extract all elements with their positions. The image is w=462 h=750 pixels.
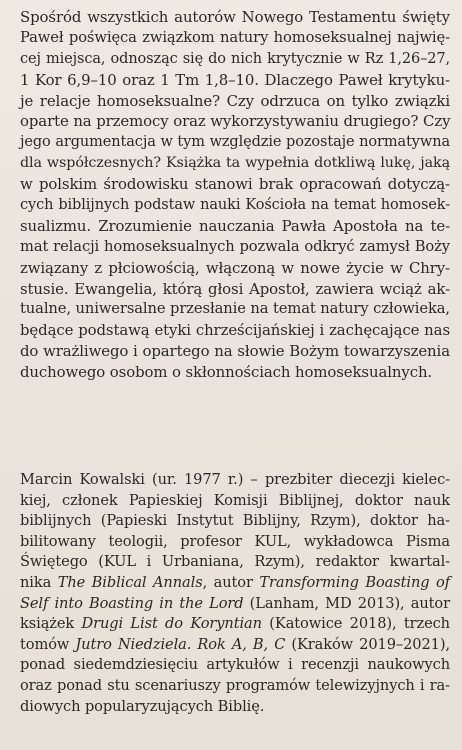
description-line: je relacje homoseksualne? Czy odrzuca on tylko związki	[20, 91, 450, 110]
description-line: jego argumentacja w tym względzie pozostaje normatywna	[20, 134, 450, 151]
bio-line: kiej, członek Papieskiej Komisji Biblijnej, doktor nauk	[20, 491, 450, 509]
bio-line: Marcin Kowalski (ur. 1977 r.) – prezbiter diecezji kielec-	[20, 471, 450, 488]
author-bio	[20, 470, 450, 717]
description-line: tualne, uniwersalne przesłanie na temat natury człowieka,	[20, 300, 450, 318]
description-line: 1 Kor 6,9–10 oraz 1 Tm 1,8–10. Dlaczego Paweł krytyku-	[20, 70, 450, 89]
description-line: związany z płciowością, włączoną w nowe życie w Chry-	[20, 258, 450, 277]
description-line: dla współczesnych? Książka ta wypełnia dotkliwą lukę, jaką	[20, 155, 450, 172]
description-line: cej miejsca, odnosząc się do nich krytycznie w Rz 1,26–27,	[20, 50, 450, 67]
description-line: stusie. Ewangelia, którą głosi Apostoł, zawiera wciąż ak-	[20, 279, 450, 298]
bio-line: diowych popularyzujących Biblię.	[20, 697, 265, 715]
book-description	[20, 7, 450, 383]
description-line: cych biblijnych podstaw nauki Kościoła na temat homosek-	[20, 197, 450, 214]
bio-line	[20, 635, 450, 656]
bio-text: nika	[20, 573, 58, 591]
description-line: oparte na przemocy oraz wykorzystywaniu drugiego? Czy	[20, 112, 451, 131]
bio-line: ponad siedemdziesięciu artykułów i recenzji naukowych	[20, 656, 450, 674]
description-line: duchowego osobom o skłonnościach homoseksualnych.	[20, 363, 433, 382]
book-title: Transforming Boasting of	[259, 573, 451, 591]
description-line: w polskim środowisku stanowi brak opracowań dotyczą-	[20, 175, 450, 194]
bio-line: Świętego (KUL i Urbaniana, Rzym), redaktor kwartal-	[20, 553, 450, 571]
journal-title: The Biblical Annals	[57, 573, 203, 591]
bio-line: oraz ponad stu scenariuszy programów telewizyjnych i ra-	[20, 676, 450, 694]
bio-line: bilitowany teologii, profesor KUL, wykładowca Pisma	[20, 532, 450, 550]
book-title: Drugi List do Koryntian	[81, 615, 262, 633]
bio-line: biblijnych (Papieski Instytut Biblijny, Rzym), doktor ha-	[20, 512, 450, 530]
description-line: mat relacji homoseksualnych pozwala odkryć zamysł Boży	[20, 237, 450, 255]
description-line: Spośród wszystkich autorów Nowego Testamentu święty	[20, 8, 450, 26]
bio-line	[20, 614, 450, 635]
description-line: Paweł poświęca związkom natury homoseksualnej najwię-	[20, 28, 450, 46]
bio-text: , autor	[202, 573, 260, 591]
bio-line	[20, 573, 450, 594]
description-line: sualizmu. Zrozumienie nauczania Pawła Apostoła na te-	[20, 216, 450, 235]
bio-text: tomów	[20, 635, 76, 653]
book-title: Self into Boasting in the Lord	[20, 594, 244, 612]
description-line: do wrażliwego i opartego na słowie Bożym towarzyszenia	[20, 342, 450, 361]
bio-text: (Kraków 2019–2021),	[285, 635, 450, 653]
book-title: Jutro Niedziela. Rok A, B, C	[75, 635, 286, 653]
description-line: będące podstawą etyki chrześcijańskiej i zachęcające nas	[20, 321, 450, 340]
bio-text: (Lanham, MD 2013), autor	[243, 594, 450, 612]
bio-text: książek	[20, 615, 82, 633]
bio-text: (Katowice 2018), trzech	[261, 615, 450, 633]
bio-line	[20, 594, 450, 615]
